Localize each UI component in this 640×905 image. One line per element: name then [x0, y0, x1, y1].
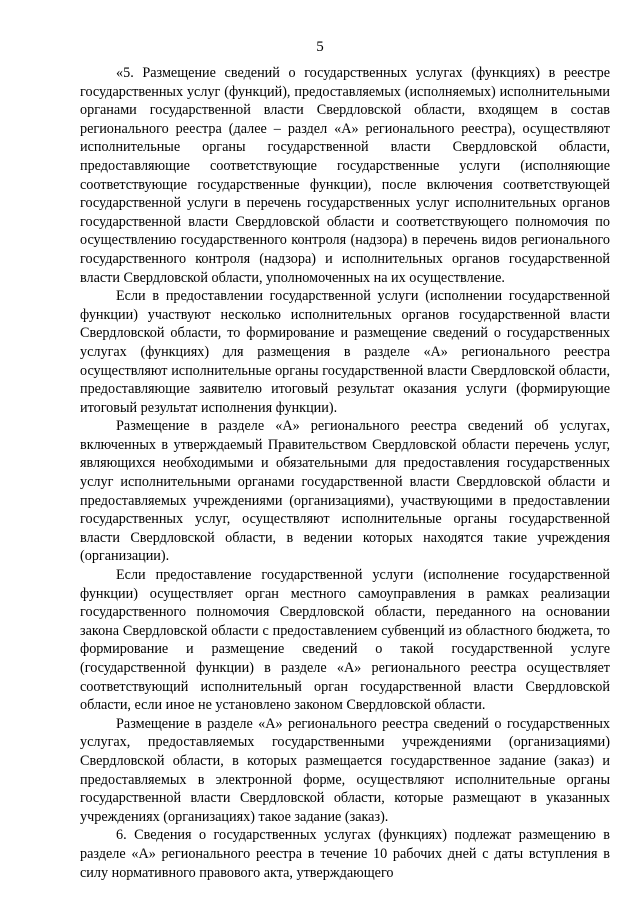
page-number: 5 — [316, 39, 324, 55]
paragraph-5: «5. Размещение сведений о государственных услугах (функциях) в реестре государственных услуг (функций), предоставляемых (исполняемых) исполнительными органами государственной власти Свердловской области, входящем в состав регионального реестра (далее – раздел «А» регионального реестра), осуществляют исполнительные органы государственной власти Свердловской области, предоставляющие соответствующие государственные услуги (исполняющие соответствующие государственные функции), после включения соответствующей государственной услуги в перечень государственных услуг исполнительных органов государственной власти Свердловской области и соответствующего полномочия по осуществлению государственного контроля (надзора) в перечень видов регионального государственного контроля (надзора) и исполнительных органов государственной власти Свердловской области, уполномоченных на их осуществление. — [80, 65, 610, 286]
paragraph-6: 6. Сведения о государственных услугах (функциях) подлежат размещению в разделе «А» регионального реестра в течение 10 рабочих дней с даты вступления в силу нормативного правового акта, утверждающего — [80, 827, 610, 881]
paragraph-necessary-services: Размещение в разделе «А» регионального реестра сведений об услугах, включенных в утверждаемый Правительством Свердловской области перечень услуг, являющихся необходимыми и обязательными для предоставления государственных услуг исполнительными органами государственной власти Свердловской области и предоставляемых учреждениями (организациями), участвующими в предоставлении государственных услуг, осуществляют исполнительные органы государственной власти Свердловской области, в ведении которых находятся такие учреждения (организации). — [80, 418, 610, 565]
document-body — [80, 64, 610, 882]
paragraph-state-institutions: Размещение в разделе «А» регионального реестра сведений о государственных услугах, предоставляемых государственными учреждениями (организациями) Свердловской области, в которых размещается государственное задание (заказ) и предоставляемых в электронной форме, осуществляют исполнительные органы государственной власти Свердловской области, которые размещают в указанных учреждениях (организациях) такое задание (заказ). — [80, 715, 610, 825]
paragraph-multiple-organs: Если в предоставлении государственной услуги (исполнении государственной функции) участвуют несколько исполнительных органов государственной власти Свердловской области, то формирование и размещение сведений о государственных услугах (функциях) для размещения в разделе «А» регионального реестра осуществляют исполнительные органы государственной власти Свердловской области, предоставляющие заявителю итоговый результат оказания услуги (формирующие итоговый результат исполнения функции). — [80, 288, 610, 416]
paragraph-local-government: Если предоставление государственной услуги (исполнение государственной функции) осуществляет орган местного самоуправления в рамках реализации государственного полномочия Свердловской области, переданного на основании закона Свердловской области с предоставлением субвенций из областного бюджета, то формирование и размещение сведений о такой государственной услуге (государственной функции) в разделе «А» регионального реестра осуществляет соответствующий исполнительный орган государственной власти Свердловской области, если иное не установлено законом Свердловской области. — [80, 567, 610, 714]
